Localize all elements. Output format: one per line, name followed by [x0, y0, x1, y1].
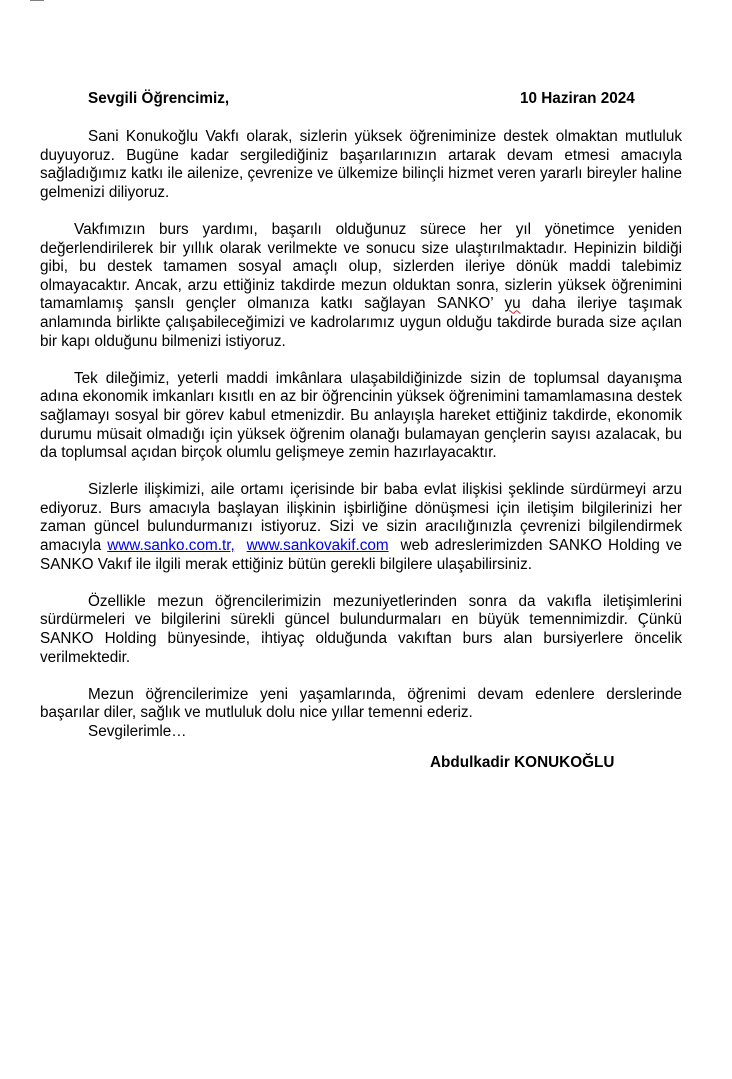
spellcheck-word: yu [504, 295, 521, 313]
paragraph-4-text-b: web adreslerimizden SANKO Holding ve SANKO Vakıf ile ilgili merak ettiğiniz bütün gerekli bilgilere ulaşabilirsiniz. [40, 537, 683, 573]
link-sanko-com[interactable]: www.sanko.com.tr, [107, 537, 235, 555]
paragraph-3: Tek dileğimiz, yeterli maddi imkânlara ulaşabildiğinizde sizin de toplumsal dayanışma adına ekonomik imkanları kısıtlı en az bir öğrencinin yüksek öğrenimini tamamlamasına destek sağlamayı sosyal bir görev kabul etmenizdir. Bu anlayışla hareket ettiğiniz takdirde, ekonomik durumu müsait olmadığı için yüksek öğrenim olanağı bulamayan gençlerin sayısı azalacak, bu da toplumsal açıdan birçok olumlu gelişmeye zemin hazırlayacaktır. [40, 369, 682, 462]
paragraph-4-text-a: Sizlerle ilişkimizi, aile ortamı içerisinde bir baba evlat ilişkisi şeklinde sürdürmeyi arzu ediyoruz. Burs amacıyla başlayan ilişkinin işbirliğine dönüşmesi için iletişim bilgilerinizi her zaman güncel bulundurmanızı istiyoruz. Sizi ve sizin aracılığınızla çevrenizi bilgilendirmek amacıyla [40, 481, 682, 555]
page-corner-mark [30, 0, 44, 1]
paragraph-1: Sani Konukoğlu Vakfı olarak, sizlerin yüksek öğreniminize destek olmaktan mutluluk duyuyoruz. Bugüne kadar sergilediğiniz başarılarınızın artarak devam etmesi amacıyla sağladığımız katkı ile ailenize, çevrenize ve ülkemize bilinçli hizmet veren yararlı bireyler haline gelmenizi diliyoruz. [40, 128, 682, 201]
closing-regards: Sevgilerimle… [88, 723, 187, 740]
paragraph-2 [40, 221, 682, 351]
letter-page [40, 90, 682, 772]
paragraph-6: Mezun öğrencilerimize yeni yaşamlarında, öğrenimi devam edenlere derslerinde başarılar diler, sağlık ve mutluluk dolu nice yıllar temenni ederiz. [40, 685, 682, 722]
paragraph-4 [40, 481, 682, 574]
signature-name: Abdulkadir KONUKOĞLU [430, 753, 615, 771]
salutation: Sevgili Öğrencimiz, [88, 90, 230, 107]
paragraph-2-text-b: daha ileriye taşımak anlamında birlikte çalışabileceğimizi ve kadrolarımız uygun olduğu takdirde burada size açılan bir kapı olduğunu bilmenizi istiyoruz. [40, 295, 683, 350]
letter-date: 10 Haziran 2024 [520, 90, 635, 107]
paragraph-5: Özellikle mezun öğrencilerimizin mezuniyetlerinden sonra da vakıfla iletişimlerini sürdürmeleri ve bilgilerini sürekli güncel bulundurmaları en büyük temennimizdir. Çünkü SANKO Holding bünyesinde, ihtiyaç olduğunda vakıftan burs alan bursiyerlere öncelik verilmektedir. [40, 592, 682, 666]
letter-header [40, 90, 682, 110]
paragraph-2-text-a: Vakfımızın burs yardımı, başarılı olduğunuz sürece her yıl yönetimce yeniden değerlendirilerek bir yıllık olarak verilmekte ve sonucu size ulaştırılmaktadır. Hepinizin bildiği gibi, bu destek tamamen sosyal amaçlı olup, sizlerden ileriye dönük maddi talebimiz olmayacaktır. Ancak, arzu ettiğiniz takdirde mezun olduktan sonra, sizlerin yüksek öğrenimini tamamlamış şanslı gençler olmanıza katkı sağlayan SANKO’ [40, 220, 682, 313]
closing-block [40, 686, 682, 742]
link-sankovakif[interactable]: www.sankovakif.com [246, 537, 389, 555]
